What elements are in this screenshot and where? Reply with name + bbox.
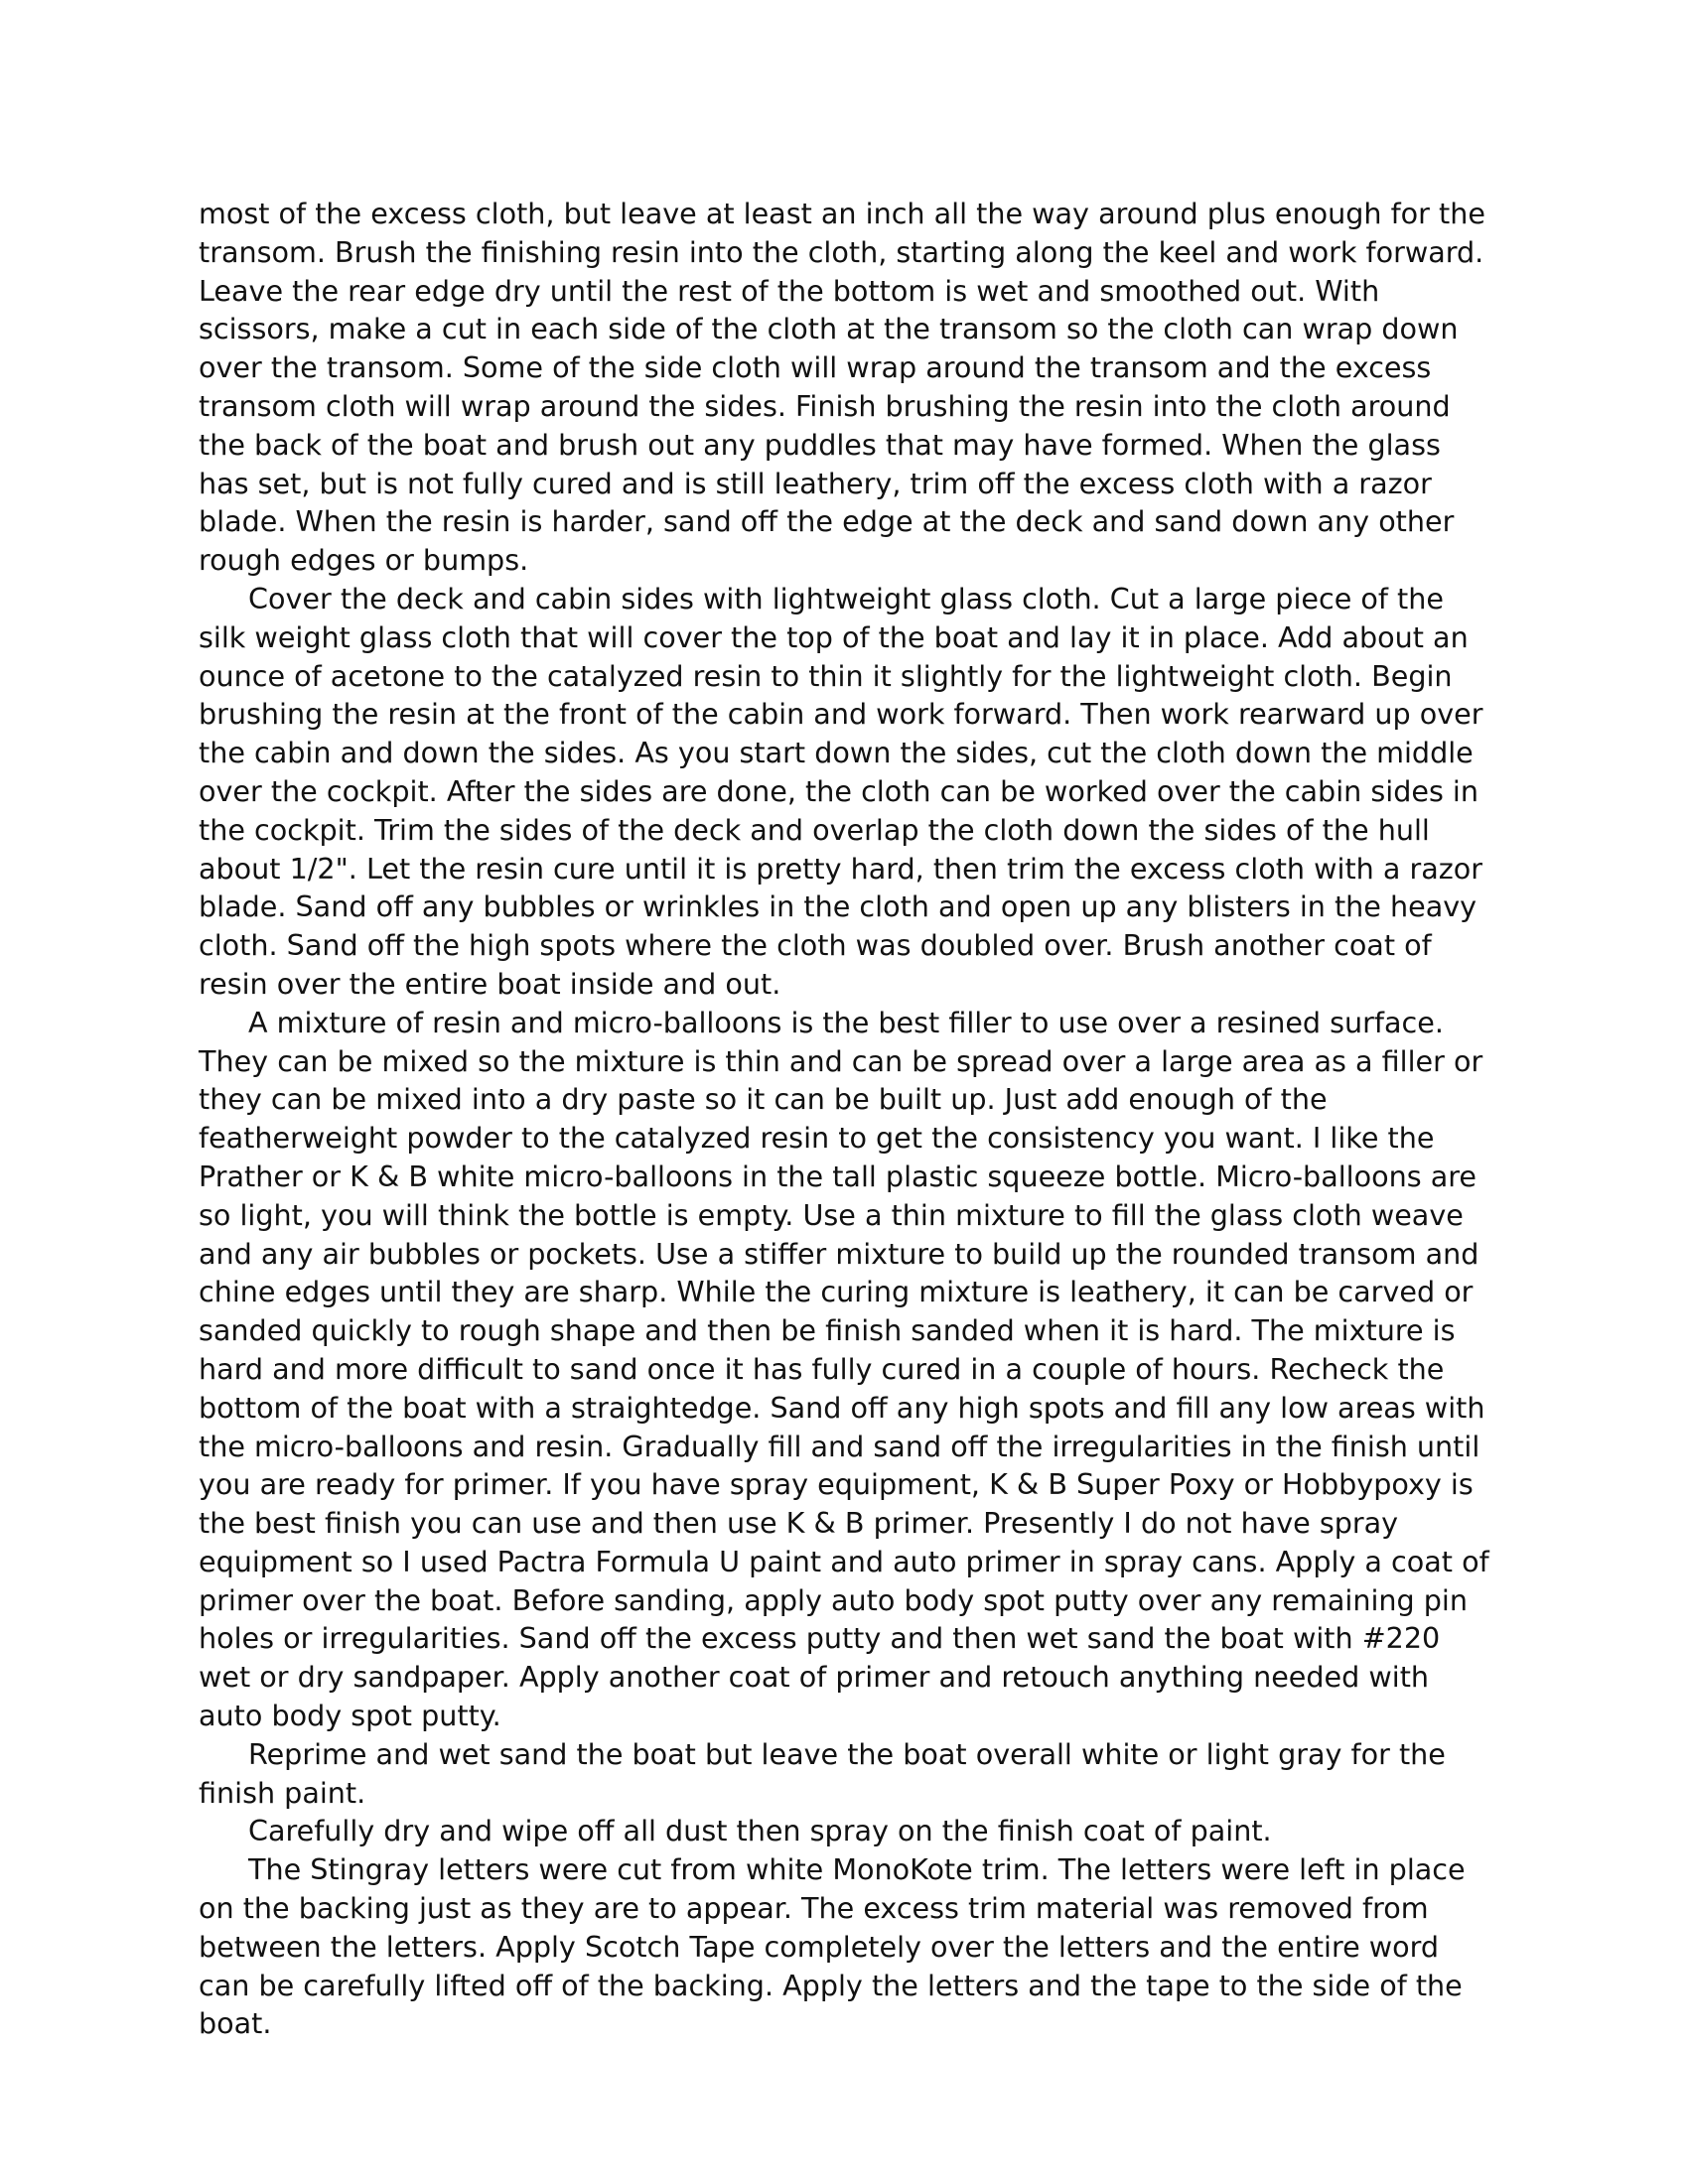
paragraph-finish-paint: Carefully dry and wipe off all dust then spray on the finish coat of paint. xyxy=(248,1814,1272,1848)
body-text xyxy=(199,195,1489,2043)
paragraph-reprime: Reprime and wet sand the boat but leave the boat overall white or light gray for the finish paint. xyxy=(199,1736,1446,1810)
paragraph-deck-cloth: Cover the deck and cabin sides with lightweight glass cloth. Cut a large piece of the silk weight glass cloth that will cover the top of the boat and lay it in place. Add about an ounce of acetone to the catalyzed resin to thin it slightly for the lightweight cloth. Begin brushing the resin at the front of the cabin and work forward. Then work rearward up over the cabin and down the sides. As you start down the sides, cut the cloth down the middle over the cockpit. After the sides are done, the cloth can be worked over the cabin sides in the cockpit. Trim the sides of the deck and overlap the cloth down the sides of the hull about 1/2". Let the resin cure until it is pretty hard, then trim the excess cloth with a razor blade. Sand off any bubbles or wrinkles in the cloth and open up any blisters in the heavy cloth. Sand off the high spots where the cloth was doubled over. Brush another coat of resin over the entire boat inside and out. xyxy=(199,581,1483,1001)
paragraph-hull-glassing: most of the excess cloth, but leave at least an inch all the way around plus enough for the transom. Brush the finishing resin into the cloth, starting along the keel and work forward. Leave the rear edge dry until the rest of the bottom is wet and smoothed out. With scissors, make a cut in each side of the cloth at the transom so the cloth can wrap down over the transom. Some of the side cloth will wrap around the transom and the excess transom cloth will wrap around the sides. Finish brushing the resin into the cloth around the back of the boat and brush out any puddles that may have formed. When the glass has set, but is not fully cured and is still leathery, trim off the excess cloth with a razor blade. When the resin is harder, sand off the edge at the deck and sand down any other rough edges or bumps. xyxy=(199,197,1485,578)
paragraph-micro-balloons-filler: A mixture of resin and micro-balloons is the best filler to use over a resined surface. They can be mixed so the mixture is thin and can be spread over a large area as a filler or they can be mixed into a dry paste so it can be built up. Just add enough of the featherweight powder to the catalyzed resin to get the consistency you want. I like the Prather or K & B white micro-balloons in the tall plastic squeeze bottle. Micro-balloons are so light, you will think the bottle is empty. Use a thin mixture to fill the glass cloth weave and any air bubbles or pockets. Use a stiffer mixture to build up the rounded transom and chine edges until they are sharp. While the curing mixture is leathery, it can be carved or sanded quickly to rough shape and then be finish sanded when it is hard. The mixture is hard and more difficult to sand once it has fully cured in a couple of hours. Recheck the bottom of the boat with a straightedge. Sand off any high spots and fill any low areas with the micro-balloons and resin. Gradually fill and sand off the irregularities in the finish until you are ready for primer. If you have spray equipment, K & B Super Poxy or Hobbypoxy is the best finish you can use and then use K & B primer. Presently I do not have spray equipment so I used Pactra Formula U paint and auto primer in spray cans. Apply a coat of primer over the boat. Before sanding, apply auto body spot putty over any remaining pin holes or irregularities. Sand off the excess putty and then wet sand the boat with #220 wet or dry sandpaper. Apply another coat of primer and retouch anything needed with auto body spot putty. xyxy=(199,1005,1489,1733)
paragraph-stingray-letters: The Stingray letters were cut from white MonoKote trim. The letters were left in place on the backing just as they are to appear. The excess trim material was removed from between the letters. Apply Scotch Tape completely over the letters and the entire word can be carefully lifted off of the backing. Apply the letters and the tape to the side of the boat. xyxy=(199,1852,1466,2041)
